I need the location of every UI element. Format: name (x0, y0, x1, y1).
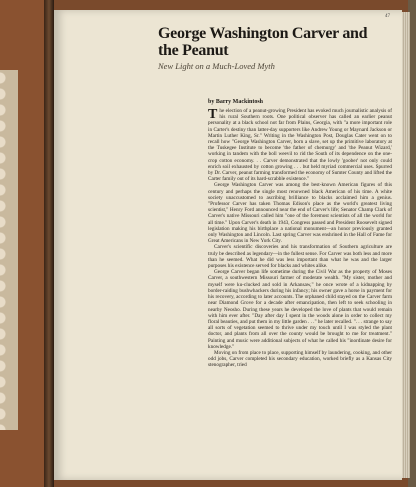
paragraph: George Washington Carver was among the best-known American figures of this century and perhaps the single most renowned black American of his time. A white society unaccustomed to ascribing brilliance to blacks acclaimed him a genius. "Professor Carver has taken Thomas Edison's place as the world's greatest living scientist," Henry Ford announced near the end of Carver's life; Senator Champ Clark of Carver's native Missouri called him "one of the foremost scientists of all the world for all time." Upon Carver's death in 1943, Congress passed and President Roosevelt signed legislation making his birthplace a national monument—an honor previously granted only Washington and Lincoln. Last spring Carver was enshrined in the Hall of Fame for Great Americans in New York City. (208, 182, 392, 245)
paragraph (208, 108, 392, 182)
paragraph-text: he election of a peanut-growing President has evoked much journalistic analysis of his rural Southern roots. One political observer has called an earlier peanut personality at a black school not far from Plains, Georgia, with "a more important role in Carter's destiny than latter-day supporters like Andrew Young or Maynard Jackson or Martin Luther King, Sr." Writing in the Washington Post, Douglas Cater went on to recall how "George Washington Carver, born a slave, set up the primitive laboratory at the Tuskegee Institute to become 'the father of chemurgy' and 'the Peanut Wizard,' working in tandem with the boll weevil to rid the South of its dependence on the one-crop cotton economy. . . Carver demonstrated that the lowly 'goober' not only could enrich soil exhausted by cotton growing . . . but held myriad commercial uses. Spurred by Dr. Carver, peanut farming transformed the economy of Sumter County and lifted the Carter family out of its hard-scrabble existence." (208, 108, 392, 183)
stamp-sheet-edge (0, 70, 18, 430)
article-title: George Washington Carver and the Peanut (158, 25, 368, 59)
article-body (208, 108, 392, 369)
page-number: 47 (385, 14, 390, 19)
drop-cap: T (208, 107, 218, 122)
paragraph: Moving on from place to place, supporting himself by laundering, cooking, and other odd jobs, Carver completed his secondary education, worked briefly as a Kansas City stenographer, tried (208, 349, 392, 369)
article-subtitle: New Light on a Much-Loved Myth (158, 61, 275, 71)
byline: by Barry Mackintosh (208, 99, 264, 105)
paragraph: Carver's scientific discoveries and his transformation of Southern agriculture are truly be described as legendary—in the fullest sense. For Carver was both less and more than he seemed. What he did was less important than what he was and the larger purposes his existence served for blacks and whites alike. (208, 244, 392, 270)
page-edges (402, 12, 410, 478)
paragraph: George Carver began life sometime during the Civil War as the property of Moses Carver, a southwestern Missouri farmer of moderate wealth. "My sister, mother and myself were ku-clucked and sold in Arkansaw," he once wrote of a kidnapping by border-raiding bushwhackers during his infancy; his owner gave a horse in payment for his recovery, according to later accounts. The orphaned child stayed on the Carver farm near Diamond Grove for a decade after emancipation, then left to seek schooling in nearby Neosho. During these years he developed the love of plants that would remain with him ever after. "Day after day I spent in the woods alone in order to collect my floral beauties, and put them in my little garden . . ." he later recalled. ". . . strange to say all sorts of vegetation seemed to thrive under my touch until I was styled the plant doctor, and plants from all over the county would be brought to me for treatment." Painting and music were additional subjects of what he called his "inordinate desire for knowledge." (208, 269, 393, 350)
book-spine (44, 0, 54, 487)
